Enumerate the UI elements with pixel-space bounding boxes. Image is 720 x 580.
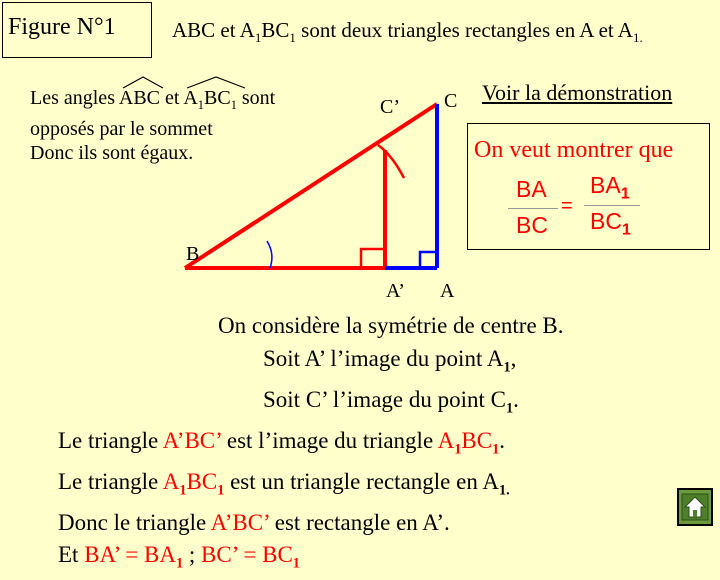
label-a: A — [440, 280, 455, 302]
demo-line-6 — [58, 507, 564, 540]
statement-sub: 1 — [289, 30, 296, 46]
text-red: BA’ = BA — [84, 542, 176, 568]
text: . — [513, 386, 519, 412]
text-red: A’BC’ — [210, 509, 270, 535]
demonstration-link[interactable]: Voir la démonstration — [482, 80, 673, 105]
label-b: B — [186, 243, 200, 265]
label-c-prime: C’ — [380, 96, 400, 118]
angle-label: BC — [204, 87, 231, 109]
angle-arc-b — [267, 241, 272, 268]
equals-sign: = — [561, 195, 573, 217]
text: , — [510, 345, 517, 371]
statement-sub: 1. — [632, 30, 643, 46]
frac-left-num: BA — [516, 176, 547, 202]
text: Et — [58, 542, 85, 568]
frac-right-num — [590, 172, 630, 204]
demo-line-3 — [58, 384, 564, 425]
text-red: A — [437, 427, 455, 453]
sub-red: 1 — [179, 482, 187, 499]
text: BC — [590, 208, 622, 234]
text-red: BC — [461, 427, 493, 453]
statement-part: BC — [261, 18, 290, 42]
goal-title: On veut montrer que — [474, 137, 674, 163]
frac-left-bar — [508, 208, 558, 209]
sub-red: 1 — [454, 441, 462, 458]
text-red: A — [162, 468, 180, 494]
right-angle-mark-a-prime — [361, 249, 385, 268]
frac-left-den: BC — [516, 212, 548, 238]
text: Donc le triangle — [58, 509, 211, 535]
text: sont — [236, 87, 276, 109]
sub: 1 — [620, 185, 630, 203]
text: est un triangle rectangle en A — [224, 468, 499, 494]
angle-sub: 1 — [197, 98, 204, 112]
sub: 1. — [498, 482, 510, 499]
sub-red: 1 — [492, 441, 500, 458]
text: Le triangle — [58, 468, 163, 494]
statement-part: ABC et A — [172, 18, 255, 42]
sub-red: 1 — [175, 555, 184, 572]
text: et — [160, 87, 184, 109]
statement-sub: 1 — [254, 30, 262, 46]
sub-red: 1 — [292, 555, 300, 572]
text: BA — [590, 172, 621, 198]
text: . — [499, 427, 505, 453]
text: Soit C’ l’image du point C — [263, 386, 506, 412]
home-arrow-icon — [679, 490, 711, 524]
angle-arc-c-prime — [378, 145, 404, 178]
segment-bc-prime — [185, 104, 437, 268]
demo-line-5 — [58, 466, 564, 507]
angle-label: ABC — [118, 87, 160, 109]
sub: 1 — [505, 400, 514, 417]
text-red: A’BC’ — [162, 427, 222, 453]
frac-right-den — [590, 208, 631, 240]
text: est rectangle en A’. — [269, 509, 450, 535]
text: est l’image du triangle — [221, 427, 438, 453]
angle-sub: 1 — [230, 98, 237, 112]
sub: 1 — [621, 221, 631, 239]
label-c: C — [444, 90, 458, 112]
text: ; — [183, 542, 201, 568]
demo-line-1: On considère la symétrie de centre B. — [218, 313, 564, 338]
statement-part: sont deux triangles rectangles en A et A — [295, 18, 633, 42]
right-angle-mark-a — [420, 252, 437, 268]
demo-line-4 — [58, 425, 564, 466]
text: Soit A’ l’image du point A — [263, 345, 504, 371]
angle-label: A — [183, 87, 198, 109]
frac-right-bar — [584, 205, 640, 206]
sub-red: 1 — [217, 482, 225, 499]
text: Le triangle — [58, 427, 163, 453]
sub: 1 — [503, 359, 511, 376]
text-red: BC’ = BC — [201, 542, 293, 568]
text: Les angles — [30, 87, 119, 109]
angles-line-3: Donc ils sont égaux. — [30, 142, 194, 164]
label-a-prime: A’ — [386, 280, 405, 302]
next-button[interactable] — [677, 488, 713, 526]
demo-line-2 — [58, 343, 564, 384]
angles-line-2: opposés par le sommet — [30, 118, 213, 140]
figure-label: Figure N°1 — [8, 14, 116, 40]
demo-line-7 — [58, 539, 564, 580]
text-red: BC — [186, 468, 218, 494]
